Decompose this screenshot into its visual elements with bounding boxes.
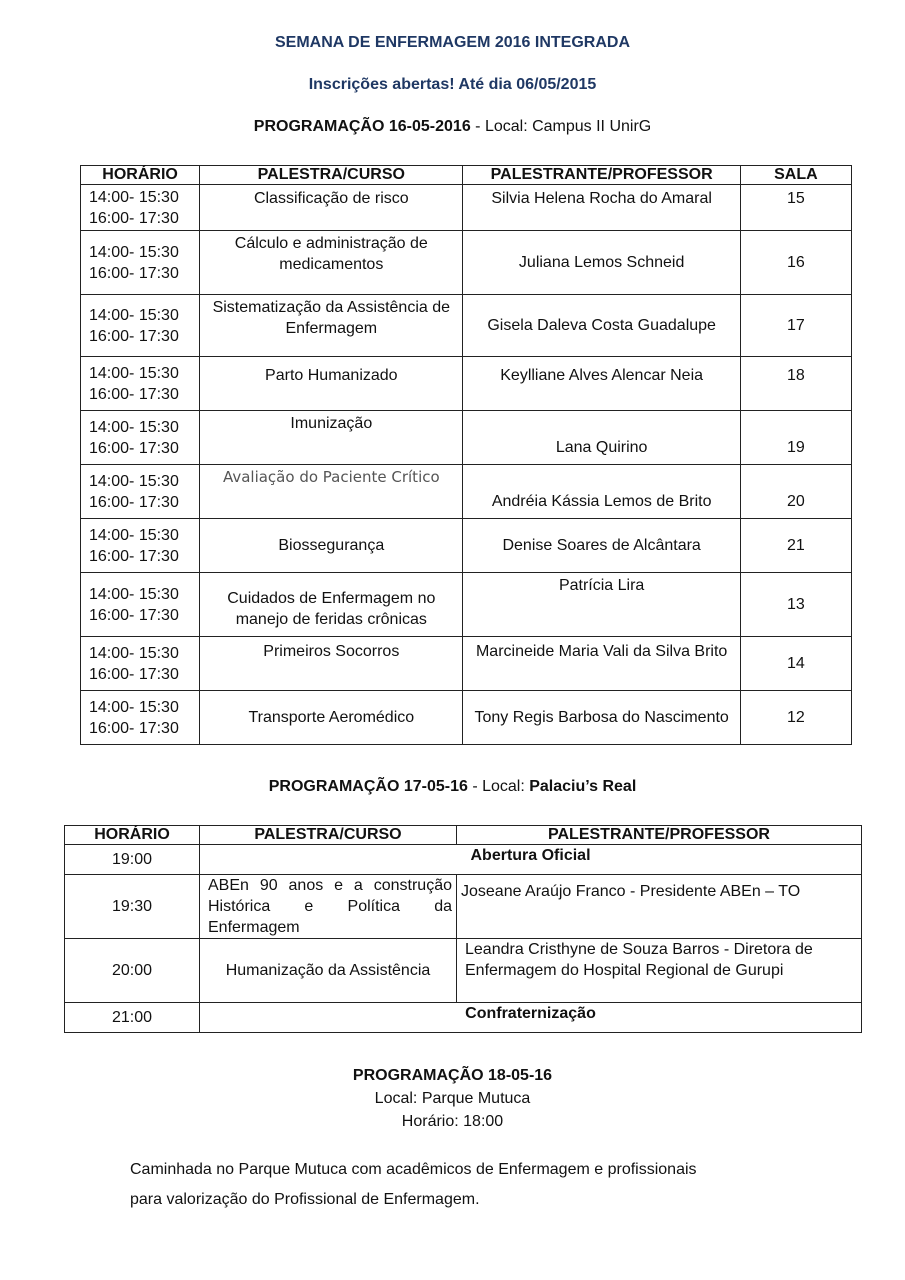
time-cell: 19:00 [65,845,200,875]
course-cell: ABEn 90 anos e a construção Histórica e Política da Enfermagem [200,875,457,939]
time-slot-1: 14:00- 15:30 [89,418,179,436]
table-row [81,411,852,465]
description-line: para valorização do Profissional de Enfermagem. [130,1191,480,1208]
registration-notice: Inscrições abertas! Até dia 06/05/2015 [308,76,597,93]
column-header-speaker: PALESTRANTE/PROFESSOR [463,166,740,185]
table-row [81,231,852,295]
closing-cell: Confraternização [200,1003,862,1033]
document-title: SEMANA DE ENFERMAGEM 2016 INTEGRADA [274,34,630,51]
time-cell: 21:00 [65,1003,200,1033]
course-cell: Cuidados de Enfermagem no manejo de feridas crônicas [200,573,463,637]
day1-heading-date: PROGRAMAÇÃO 16-05-2016 [253,118,471,135]
time-slot-1: 14:00- 15:30 [89,526,179,544]
time-slot-2: 16:00- 17:30 [89,264,179,282]
time-slot-2: 16:00- 17:30 [89,493,179,511]
table-header-row [65,826,862,845]
time-cell [81,465,200,519]
day1-schedule-table [80,165,852,745]
speaker-cell: Gisela Daleva Costa Guadalupe [463,295,740,357]
course-cell: Cálculo e administração de medicamentos [200,231,463,295]
column-header-course: PALESTRA/CURSO [200,166,463,185]
speaker-cell: Andréia Kássia Lemos de Brito [463,465,740,519]
day2-heading-label: - Local: [467,778,530,795]
table-row [65,875,862,939]
room-cell: 18 [740,357,851,411]
time-slot-1: 14:00- 15:30 [89,243,179,261]
course-cell: Sistematização da Assistência de Enfermagem [200,295,463,357]
table-row [81,519,852,573]
course-cell: Avaliação do Paciente Crítico [200,465,463,519]
course-cell: Humanização da Assistência [200,939,457,1003]
day2-heading [0,778,905,796]
table-row [81,637,852,691]
speaker-cell: Denise Soares de Alcântara [463,519,740,573]
opening-cell: Abertura Oficial [200,845,862,875]
course-cell: Primeiros Socorros [200,637,463,691]
course-cell: Imunização [200,411,463,465]
day1-heading [0,118,905,136]
time-slot-2: 16:00- 17:30 [89,606,179,624]
time-slot-1: 14:00- 15:30 [89,472,179,490]
day3-place: Local: Parque Mutuca [374,1090,531,1107]
time-slot-1: 14:00- 15:30 [89,698,179,716]
room-cell: 17 [740,295,851,357]
column-header-speaker: PALESTRANTE/PROFESSOR [457,826,862,845]
speaker-cell: Lana Quirino [463,411,740,465]
day1-heading-place: - Local: Campus II UnirG [470,118,652,135]
column-header-time: HORÁRIO [65,826,200,845]
time-cell [81,185,200,231]
time-slot-2: 16:00- 17:30 [89,327,179,345]
time-cell [81,357,200,411]
speaker-cell: Joseane Araújo Franco - Presidente ABEn – TO [457,875,862,939]
time-slot-2: 16:00- 17:30 [89,385,179,403]
room-cell: 15 [740,185,851,231]
time-slot-2: 16:00- 17:30 [89,665,179,683]
time-slot-1: 14:00- 15:30 [89,364,179,382]
time-slot-2: 16:00- 17:30 [89,547,179,565]
day3-description [130,1155,830,1215]
course-cell: Transporte Aeromédico [200,691,463,745]
description-line: Caminhada no Parque Mutuca com acadêmicos de Enfermagem e profissionais [130,1161,697,1178]
time-slot-2: 16:00- 17:30 [89,209,179,227]
time-cell [81,691,200,745]
time-cell [81,519,200,573]
table-header-row [81,166,852,185]
day2-schedule-table [64,825,862,1033]
column-header-room: SALA [740,166,851,185]
room-cell: 12 [740,691,851,745]
time-cell [81,411,200,465]
time-slot-1: 14:00- 15:30 [89,306,179,324]
table-row [81,465,852,519]
table-row [81,185,852,231]
course-cell: Classificação de risco [200,185,463,231]
table-row [81,295,852,357]
speaker-cell: Leandra Cristhyne de Souza Barros - Diretora de Enfermagem do Hospital Regional de Gurupi [457,939,862,1003]
time-cell: 20:00 [65,939,200,1003]
table-row [81,357,852,411]
time-cell [81,573,200,637]
course-cell: Parto Humanizado [200,357,463,411]
time-cell [81,231,200,295]
speaker-cell: Juliana Lemos Schneid [463,231,740,295]
time-slot-1: 14:00- 15:30 [89,644,179,662]
day2-heading-date: PROGRAMAÇÃO 17-05-16 [268,778,468,795]
day3-heading: PROGRAMAÇÃO 18-05-16 [352,1067,553,1084]
time-cell: 19:30 [65,875,200,939]
column-header-time: HORÁRIO [81,166,200,185]
time-cell [81,295,200,357]
time-cell [81,637,200,691]
room-cell: 13 [740,573,851,637]
speaker-cell: Marcineide Maria Vali da Silva Brito [463,637,740,691]
table-row [81,691,852,745]
table-row [81,573,852,637]
time-slot-2: 16:00- 17:30 [89,439,179,457]
table-row [65,1003,862,1033]
room-cell: 20 [740,465,851,519]
time-slot-2: 16:00- 17:30 [89,719,179,737]
speaker-cell: Keylliane Alves Alencar Neia [463,357,740,411]
speaker-cell: Silvia Helena Rocha do Amaral [463,185,740,231]
speaker-cell: Patrícia Lira [463,573,740,637]
room-cell: 19 [740,411,851,465]
table-row [65,939,862,1003]
time-slot-1: 14:00- 15:30 [89,188,179,206]
time-slot-1: 14:00- 15:30 [89,585,179,603]
room-cell: 16 [740,231,851,295]
room-cell: 21 [740,519,851,573]
day3-time: Horário: 18:00 [401,1113,504,1130]
day2-heading-place: Palaciu’s Real [529,778,637,795]
table-row [65,845,862,875]
course-cell: Biossegurança [200,519,463,573]
column-header-course: PALESTRA/CURSO [200,826,457,845]
room-cell: 14 [740,637,851,691]
speaker-cell: Tony Regis Barbosa do Nascimento [463,691,740,745]
